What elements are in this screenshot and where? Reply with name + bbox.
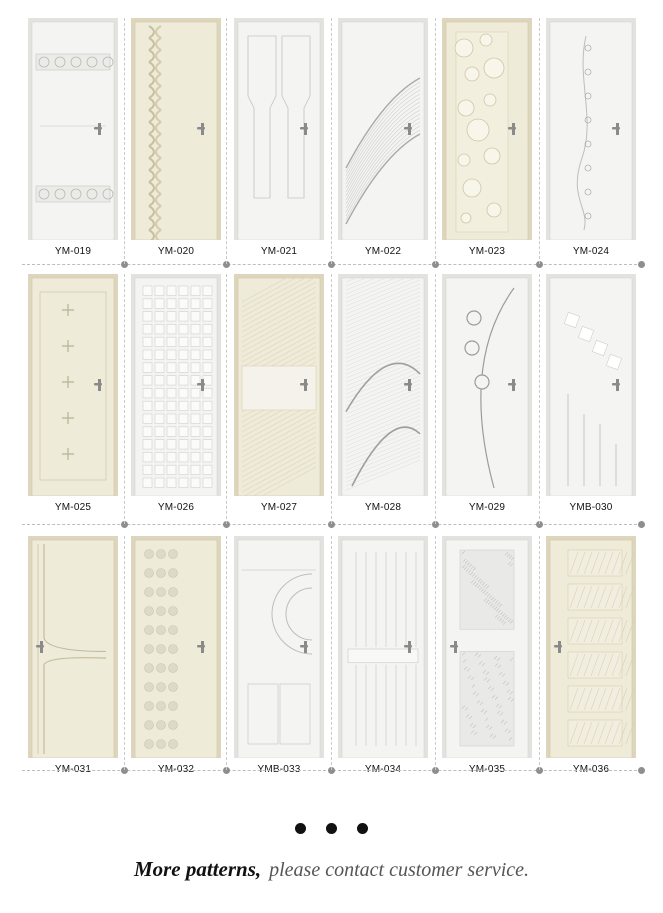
door-image xyxy=(234,274,324,496)
door-model-code: YMB-033 xyxy=(257,764,301,775)
column-divider xyxy=(331,18,332,264)
door-card[interactable] xyxy=(28,274,118,520)
door-model-code: YM-029 xyxy=(468,502,506,513)
door-image xyxy=(546,18,636,240)
door-model-code: YM-023 xyxy=(468,246,506,257)
divider-dot xyxy=(638,521,645,528)
door-card[interactable] xyxy=(234,18,324,264)
door-model-code: YM-025 xyxy=(54,502,92,513)
door-image xyxy=(546,536,636,758)
door-model-code: YM-032 xyxy=(157,764,195,775)
column-divider xyxy=(539,18,540,264)
column-divider xyxy=(435,536,436,770)
door-card[interactable] xyxy=(234,274,324,520)
column-divider xyxy=(331,536,332,770)
door-card[interactable] xyxy=(442,18,532,264)
column-divider xyxy=(124,536,125,770)
door-image xyxy=(442,536,532,758)
column-divider xyxy=(539,536,540,770)
door-card[interactable] xyxy=(131,274,221,520)
door-image xyxy=(234,536,324,758)
door-model-code: YM-021 xyxy=(260,246,298,257)
door-model-code: YM-019 xyxy=(54,246,92,257)
divider-dot xyxy=(638,261,645,268)
door-model-code: YM-035 xyxy=(468,764,506,775)
column-divider xyxy=(331,274,332,524)
column-divider xyxy=(226,18,227,264)
door-image xyxy=(338,274,428,496)
column-divider xyxy=(226,274,227,524)
door-model-code: YM-028 xyxy=(364,502,402,513)
divider-dot xyxy=(638,767,645,774)
door-card[interactable] xyxy=(338,274,428,520)
door-card[interactable] xyxy=(442,536,532,782)
door-model-code: YM-024 xyxy=(572,246,610,257)
footer-message xyxy=(0,857,663,882)
door-image xyxy=(28,18,118,240)
door-model-code: YM-020 xyxy=(157,246,195,257)
door-card[interactable] xyxy=(546,274,636,520)
door-image xyxy=(442,274,532,496)
door-model-code: YM-022 xyxy=(364,246,402,257)
column-divider xyxy=(226,536,227,770)
door-card[interactable] xyxy=(338,18,428,264)
footer-bold-text: More patterns, xyxy=(133,857,262,881)
more-dot xyxy=(295,823,306,834)
more-dot xyxy=(357,823,368,834)
door-card[interactable] xyxy=(546,536,636,782)
door-image xyxy=(234,18,324,240)
door-card[interactable] xyxy=(131,18,221,264)
footer-soft-text: please contact customer service. xyxy=(269,859,530,881)
door-card[interactable] xyxy=(28,536,118,782)
door-model-code: YM-034 xyxy=(364,764,402,775)
door-card[interactable] xyxy=(546,18,636,264)
door-model-code: YM-027 xyxy=(260,502,298,513)
door-model-code: YMB-030 xyxy=(569,502,613,513)
column-divider xyxy=(124,18,125,264)
door-card[interactable] xyxy=(338,536,428,782)
door-card[interactable] xyxy=(131,536,221,782)
column-divider xyxy=(435,18,436,264)
door-card[interactable] xyxy=(28,18,118,264)
door-model-code: YM-031 xyxy=(54,764,92,775)
door-image xyxy=(28,536,118,758)
door-card[interactable] xyxy=(442,274,532,520)
column-divider xyxy=(435,274,436,524)
door-image xyxy=(338,536,428,758)
door-image xyxy=(131,274,221,496)
door-image xyxy=(546,274,636,496)
door-card[interactable] xyxy=(234,536,324,782)
door-image xyxy=(442,18,532,240)
door-pattern xyxy=(455,32,516,232)
more-dot xyxy=(326,823,337,834)
door-model-code: YM-026 xyxy=(157,502,195,513)
door-image xyxy=(338,18,428,240)
door-image xyxy=(131,18,221,240)
column-divider xyxy=(539,274,540,524)
column-divider xyxy=(124,274,125,524)
more-indicator xyxy=(0,821,663,839)
door-model-code: YM-036 xyxy=(572,764,610,775)
door-image xyxy=(28,274,118,496)
door-image xyxy=(131,536,221,758)
